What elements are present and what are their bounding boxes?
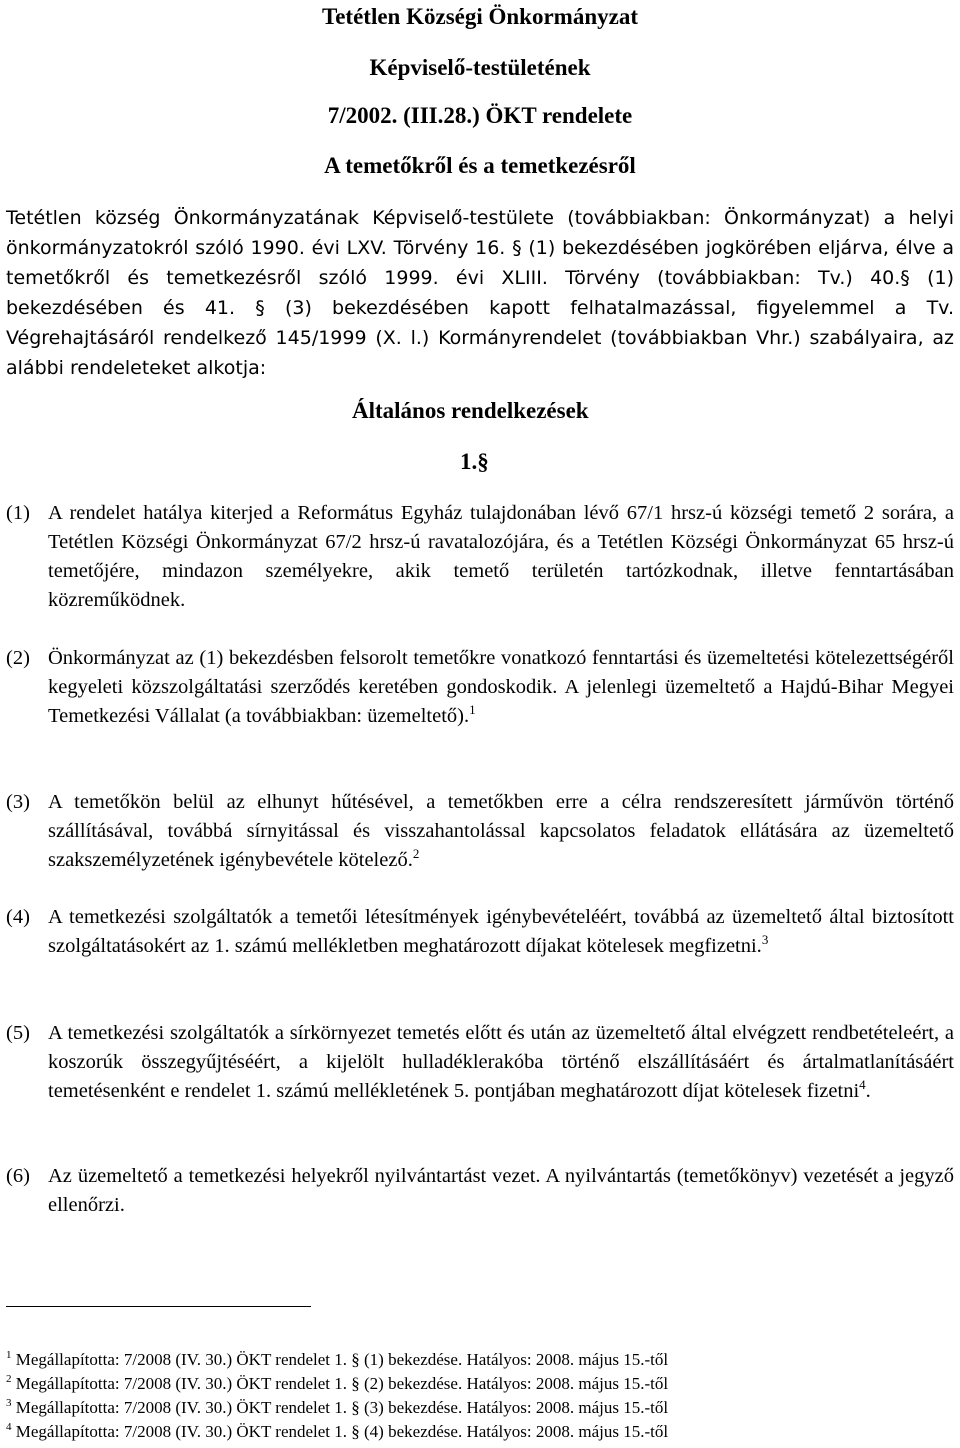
footnote-text: Megállapította: 7/2008 (IV. 30.) ÖKT rendelet 1. § (3) bekezdése. Hatályos: 2008. május 15.-től	[15, 1398, 669, 1417]
paragraph-number: (4)	[6, 906, 30, 928]
footnote-number: 3	[6, 1397, 12, 1409]
paragraph-5	[6, 1019, 954, 1106]
paragraph-text: Önkormányzat az (1) bekezdésben felsorolt temetőkre vonatkozó fenntartási és üzemeltetési kötelezettségéről kegyeleti közszolgáltatási szerződés keretében gondoskodik. A jelenlegi üzemeltető a Hajdú-Bihar Megyei Temetkezési Vállalat (a továbbiakban: üzemeltető).	[48, 647, 954, 727]
paragraph-1	[6, 499, 954, 615]
paragraph-3	[6, 788, 954, 875]
paragraph-number: (2)	[6, 647, 30, 669]
footnote-number: 2	[6, 1373, 12, 1385]
paragraph-number: (5)	[6, 1022, 30, 1044]
paragraph-text: Az üzemeltető a temetkezési helyekről nyilvántartást vezet. A nyilvántartás (temetőkönyv) vezetését a jegyző ellenőrzi.	[48, 1165, 954, 1216]
footnote-text: Megállapította: 7/2008 (IV. 30.) ÖKT rendelet 1. § (4) bekezdése. Hatályos: 2008. május 15.-től	[15, 1422, 669, 1441]
document-title-line-2: Képviselő-testületének	[369, 55, 591, 80]
paragraph-number: (1)	[6, 502, 30, 524]
document-title-line-1: Tetétlen Községi Önkormányzat	[321, 4, 638, 29]
paragraph-2	[6, 644, 954, 731]
decree-subject: A temetőkről és a temetkezésről	[324, 153, 636, 178]
footnote-4	[6, 1421, 668, 1443]
paragraph-text: A temetőkön belül az elhunyt hűtésével, a temetőkben erre a célra rendszeresített járművön történő szállításával, továbbá sírnyitással és visszahantolással kapcsolatos feladatok ellátására az üzemeltető szakszemélyzetének igénybevétele kötelező.	[48, 791, 954, 871]
paragraph-end-period: .	[865, 1080, 871, 1102]
footnote-text: Megállapította: 7/2008 (IV. 30.) ÖKT rendelet 1. § (2) bekezdése. Hatályos: 2008. május 15.-től	[15, 1374, 669, 1393]
paragraph-text: A rendelet hatálya kiterjed a Református Egyház tulajdonában lévő 67/1 hrsz-ú községi temető 2 sorára, a Tetétlen Községi Önkormányzat 67/2 hrsz-ú ravatalozójára, és a Tetétlen Községi Önkormányzat 65 hrsz-ú temetőjére, mindazon személyekre, akik temető területén tartózkodnak, illetve fenntartásában közreműködnek.	[48, 502, 954, 611]
paragraph-text: A temetkezési szolgáltatók a sírkörnyezet temetés előtt és után az üzemeltető által elvégzett rendbetételeért, a koszorúk összegyűjtéséért, a kijelölt hulladéklerakóba történő elszállításáért és ártalmatlanításáért temetésenként e rendelet 1. számú mellékletének 5. pontjában meghatározott díjat kötelesek fizetni	[48, 1022, 954, 1102]
footnote-3	[6, 1397, 668, 1419]
footnote-1	[6, 1349, 668, 1371]
paragraph-number: (6)	[6, 1165, 30, 1187]
paragraph-6	[6, 1162, 954, 1220]
footnote-text: Megállapította: 7/2008 (IV. 30.) ÖKT rendelet 1. § (1) bekezdése. Hatályos: 2008. május 15.-től	[15, 1350, 669, 1369]
footnote-reference[interactable]: 3	[761, 932, 769, 947]
paragraph-number: (3)	[6, 791, 30, 813]
footnote-2	[6, 1373, 668, 1395]
footnote-reference[interactable]: 4	[859, 1077, 866, 1092]
section-heading: Általános rendelkezések	[352, 398, 589, 423]
footnote-separator	[6, 1306, 311, 1307]
footnote-number: 1	[6, 1349, 12, 1361]
footnote-number: 4	[6, 1421, 12, 1433]
decree-number: 7/2002. (III.28.) ÖKT rendelete	[327, 103, 633, 128]
section-number: 1.§	[460, 449, 489, 474]
footnote-reference[interactable]: 1	[469, 702, 476, 717]
footnote-reference[interactable]: 2	[412, 846, 420, 861]
paragraph-text: A temetkezési szolgáltatók a temetői létesítmények igénybevételéért, továbbá az üzemeltető által biztosított szolgáltatásokért az 1. számú mellékletben meghatározott díjakat kötelesek megfizetni.	[48, 906, 954, 957]
preamble: Tetétlen község Önkormányzatának Képviselő-testülete (továbbiakban: Önkormányzat) a helyi önkormányzatokról szóló 1990. évi LXV. Törvény 16. § (1) bekezdésében jogkörében eljárva, élve a temetőkről és temetkezésről szóló 1999. évi XLIII. Törvény (továbbiakban: Tv.) 40.§ (1) bekezdésében és 41. § (3) bekezdésében kapott felhatalmazással, figyelemmel a Tv. Végrehajtásáról rendelkező 145/1999 (X. l.) Kormányrendelet (továbbiakban Vhr.) szabályaira, az alábbi rendeleteket alkotja:	[6, 207, 954, 379]
paragraph-4	[6, 903, 954, 961]
